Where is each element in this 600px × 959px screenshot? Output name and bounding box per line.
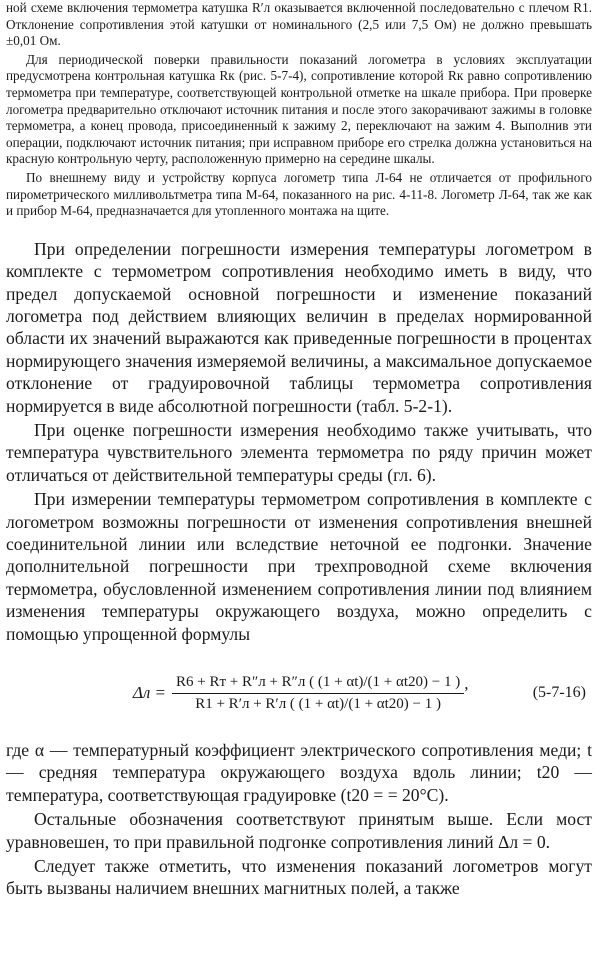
small-paragraph-1: ной схеме включения термометра катушка R′л оказывается включенной последовательно с плечом R1. Отклонение сопротивления этой катушки от номинального (2,5 или 7,5 Ом) не должно превышать ±0,01 Ом. [6, 0, 592, 49]
formula-number: (5-7-16) [532, 684, 586, 702]
body-paragraph-2: При оценке погрешности измерения необходимо также учитывать, что температура чувствительного элемента термометра по ряду причин может отличаться от действительной температуры среды (гл. 6). [6, 419, 592, 485]
formula-rhs [172, 674, 506, 713]
formula-trailing: , [464, 673, 469, 693]
formula-lhs: Δл = [132, 683, 166, 703]
body-paragraph-1: При определении погрешности измерения температуры логометром в комплекте с термометром сопротивления необходимо иметь в виду, что предел допускаемой основной погрешности и изменение показаний логометра под действием влияющих величин в пределах нормированной области их значений выражаются как приведенные погрешности в процентах нормирующего значения измеряемой величины, а максимальное допускаемое отклонение от градуировочной таблицы термометра сопротивления нормируется в виде абсолютной погрешности (табл. 5-2-1). [6, 238, 592, 416]
formula-5-7-16 [6, 651, 592, 735]
formula-fraction [172, 674, 464, 713]
formula-numerator: R6 + Rт + R″л + R″л ( (1 + αt)/(1 + αt20) − 1 ) [176, 673, 461, 690]
formula-denominator: R1 + R′л + R′л ( (1 + αt)/(1 + αt20) − 1 ) [195, 695, 442, 712]
body-paragraph-3: При измерении температуры термометром сопротивления в комплекте с логометром возможны погрешности от изменения сопротивления внешней соединительной линии или вследствие неточной ее подгонки. Значение дополнительной погрешности при трехпроводной схеме включения термометра, обусловленной изменением сопротивления линии под влиянием изменения температуры окружающего воздуха, можно определить с помощью упрощенной формулы [6, 489, 592, 644]
after-formula-paragraph-2: Остальные обозначения соответствуют принятым выше. Если мост уравновешен, то при правильной подгонке сопротивления линий Δл = 0. [6, 809, 592, 852]
after-formula-paragraph-1: где α — температурный коэффициент электрического сопротивления меди; t — средняя температура окружающего воздуха вдоль линии; t20 — температура, соответствующая градуировке (t20 = = 20°C). [6, 740, 592, 805]
after-formula-paragraph-3: Следует также отметить, что изменения показаний логометров могут быть вызваны наличием внешних магнитных полей, а также [6, 856, 592, 899]
small-paragraph-2: Для периодической поверки правильности показаний логометра в условиях эксплуатации предусмотрена контрольная катушка Rк (рис. 5-7-4), сопротивление которой Rк равно сопротивлению термометра при температуре, соответствующей контрольной отметке на шкале прибора. При проверке логометра предварительно отключают источник питания и после этого закорачивают зажимы в головке термометра, а конец провода, присоединенный к зажиму 2, переключают на зажим 4. Выполнив эти операции, подключают источник питания; при исправном приборе его стрелка должна установиться на красную контрольную черту, расположенную примерно на середине шкалы. [6, 51, 592, 167]
fraction-bar [172, 693, 464, 694]
small-paragraph-3: По внешнему виду и устройству корпуса логометр типа Л-64 не отличается от профильного пирометрического милливольтметра типа М-64, показанного на рис. 4-11-8. Логометр Л-64, так же как и прибор М-64, предназначается для утопленного монтажа на щите. [6, 169, 592, 219]
